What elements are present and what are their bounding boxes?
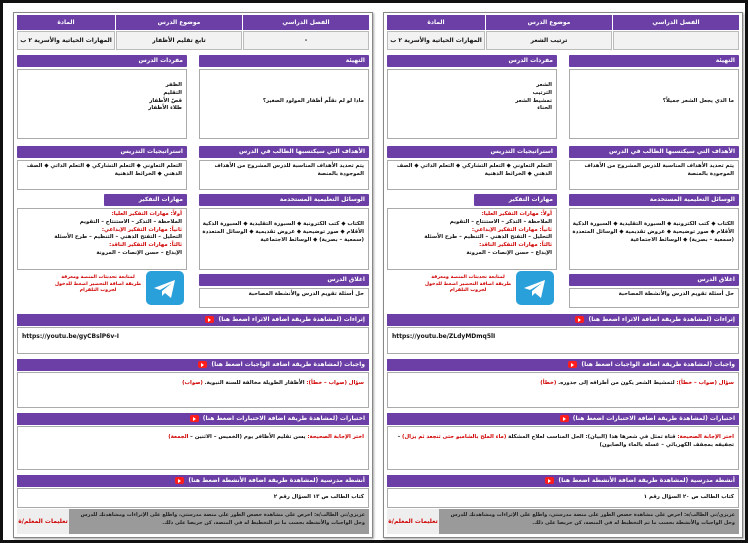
enrich-link[interactable]: https://youtu.be/gyCBslP6v-I bbox=[22, 333, 119, 340]
youtube-icon[interactable] bbox=[568, 361, 577, 368]
thinking-value: الملاحظة – التذكر – الاستنتاج – التقويم bbox=[449, 218, 552, 225]
thinking-title: ثانياً: مهارات التفكير الإبداعي: bbox=[471, 226, 552, 233]
subject-value: المهارات الحياتية والأسرية ٢ ب bbox=[17, 31, 115, 50]
teacher-notes-text: عزيزي/تي الطالب/ة: احرص على مشاهدة حصص الطور على منصة مدرستي، واطلع على الإثراءات ومشاهدتك للدرس وحل الواجبات والأنشطة بحسب ما تم التخطيط له في المنصة، كن حريصا على ذلك. bbox=[69, 509, 369, 534]
enrich-link[interactable]: https://youtu.be/ZLdyMDmq5lI bbox=[392, 333, 496, 340]
thinking-title: ثالثاً: مهارات التفكير الناقد: bbox=[479, 242, 552, 249]
thinking-title: أولاً: مهارات التفكير العليا: bbox=[481, 211, 552, 217]
youtube-icon[interactable] bbox=[575, 316, 584, 323]
homework-answer: (خطأ) bbox=[540, 380, 557, 386]
thinking-box bbox=[17, 208, 187, 270]
topic-value: ترتيب الشعر bbox=[486, 31, 612, 50]
platform-note[interactable]: لمتابعة تحديثات المنصة ومعرفة طريقة اضافة التحضير اضغط للدخول لجروب التلقرام bbox=[424, 275, 512, 294]
thinking-box bbox=[387, 208, 557, 270]
strategies-box bbox=[387, 160, 557, 190]
youtube-icon[interactable] bbox=[198, 361, 207, 368]
aids-line: الكتاب ◆ كتب الكترونية ◆ السبورة التقليدية ◆ السبورة الذكية bbox=[202, 221, 364, 227]
aids-line: (سمعية – بصرية) ◆ الوسائط الاجتماعية bbox=[260, 236, 364, 243]
tests-rest: – تجفيفه بمجفف الكهربائي – غسله بالماء والصابون) bbox=[397, 434, 734, 449]
teacher-notes-text: عزيزي/تي الطالب/ة: احرص على مشاهدة حصص الطور على منصة مدرستي، واطلع على الإثراءات ومشاهدتك للدرس وحل الواجبات والأنشطة بحسب ما تم التخطيط له في المنصة، كن حريصا على ذلك. bbox=[439, 509, 739, 534]
aids-heading: الوسائل التعليمية المستخدمة bbox=[569, 194, 739, 206]
activities-text: كتاب الطالب ص ١٣ السؤال رقم ٢ bbox=[273, 494, 364, 500]
tests-hint[interactable]: (لمشاهدة طريقة اضافة الاختبارات اضغط هنا) bbox=[202, 415, 338, 422]
enrich-box bbox=[17, 327, 369, 354]
vocab-item: تمشيط الشعر bbox=[515, 97, 552, 104]
objectives-text: يتم تحديد الأهداف المناسبة للدرس المشروح من الأهداف الموجودة بالمنصة bbox=[584, 163, 734, 177]
intro-text: ماذا لو لم نقلّم أظفار المولود الصغير؟ bbox=[262, 98, 364, 104]
activities-strip[interactable] bbox=[387, 475, 739, 487]
term-value: - bbox=[243, 31, 369, 50]
thinking-title: أولاً: مهارات التفكير العليا: bbox=[111, 211, 182, 217]
vocab-item: الشعر bbox=[536, 82, 552, 88]
closing-heading: اغلاق الدرس bbox=[199, 274, 369, 286]
term-label: الفصل الدراسي bbox=[613, 15, 739, 30]
strategies-heading: استراتيجيات التدريس bbox=[387, 146, 557, 158]
objectives-heading: الأهداف التي سيكتسبها الطالب في الدرس bbox=[569, 146, 739, 158]
activities-hint[interactable]: (لمشاهدة طريقة اضافة الأنشطة اضغط هنا) bbox=[188, 477, 319, 484]
aids-box bbox=[199, 208, 369, 270]
intro-box bbox=[199, 69, 369, 139]
activities-label: أنشطة مدرسية bbox=[690, 477, 735, 484]
closing-box bbox=[569, 288, 739, 308]
tests-label: اختبارات bbox=[709, 415, 735, 422]
vocab-heading: مفردات الدرس bbox=[17, 55, 187, 67]
enrich-strip[interactable] bbox=[17, 314, 369, 326]
activities-box bbox=[387, 488, 739, 508]
subject-value: المهارات الحياتية والأسرية ٢ ب bbox=[387, 31, 485, 50]
youtube-icon[interactable] bbox=[545, 477, 554, 484]
enrich-label: إثراءات bbox=[713, 316, 735, 323]
thinking-value: الإبداع – حسن الإنصات – المرونة bbox=[466, 250, 552, 257]
youtube-icon[interactable] bbox=[560, 415, 569, 422]
homework-question: الأظفار الطويلة مخالفة للسنة النبوية. bbox=[204, 380, 305, 386]
activities-box bbox=[17, 488, 369, 508]
tests-strip[interactable] bbox=[17, 413, 369, 425]
subject-label: المادة bbox=[17, 15, 115, 30]
subject-label: المادة bbox=[387, 15, 485, 30]
vocab-heading: مفردات الدرس bbox=[387, 55, 557, 67]
enrich-box bbox=[387, 327, 739, 354]
activities-strip[interactable] bbox=[17, 475, 369, 487]
intro-heading: التهيئة bbox=[199, 55, 369, 67]
thinking-title: ثانياً: مهارات التفكير الإبداعي: bbox=[101, 226, 182, 233]
homework-box bbox=[387, 372, 739, 408]
vocab-item: الظفر bbox=[165, 82, 182, 88]
enrich-hint[interactable]: (لمشاهدة طريقة اضافة الاثراء اضغط هنا) bbox=[218, 316, 342, 323]
topic-label: موضوع الدرس bbox=[486, 15, 612, 30]
platform-note[interactable]: لمتابعة تحديثات المنصة ومعرفة طريقة اضافة التحضير اضغط للدخول لجروب التلقرام bbox=[54, 275, 142, 294]
vocab-box bbox=[17, 69, 187, 139]
homework-hint[interactable]: (لمشاهدة طريقة اضافة الواجبات اضغط هنا) bbox=[211, 361, 343, 368]
header-table bbox=[387, 15, 739, 51]
vocab-item: الحناء bbox=[537, 105, 552, 112]
tests-hint[interactable]: (لمشاهدة طريقة اضافة الاختبارات اضغط هنا) bbox=[572, 415, 708, 422]
tests-answer: (ماء الملح بالشامبو حتى تنجعد ثم يزال) bbox=[402, 434, 507, 440]
lesson-plan-page-right bbox=[383, 12, 743, 538]
term-label: الفصل الدراسي bbox=[243, 15, 369, 30]
teacher-notes bbox=[387, 509, 739, 534]
tests-box bbox=[387, 426, 739, 470]
homework-question: لتمشيط الشعر يكون من أطرافه إلى جذوره. bbox=[558, 380, 675, 386]
vocab-item: طلاء الأظفار bbox=[148, 105, 182, 112]
intro-text: ما الذي يجعل الشعر جميلاً؟ bbox=[662, 98, 734, 104]
tests-type: اختر الإجابة الصحيحة: bbox=[677, 434, 734, 440]
tests-box bbox=[17, 426, 369, 470]
closing-box bbox=[199, 288, 369, 308]
topic-value: تابع تقليم الأظفار bbox=[116, 31, 242, 50]
telegram-icon[interactable] bbox=[516, 271, 554, 305]
thinking-heading: مهارات التفكير bbox=[104, 194, 187, 206]
teacher-notes-title: تعليمات المعلم/ة bbox=[17, 509, 69, 534]
telegram-icon[interactable] bbox=[146, 271, 184, 305]
objectives-box bbox=[569, 160, 739, 190]
topic-label: موضوع الدرس bbox=[116, 15, 242, 30]
strategies-heading: استراتيجيات التدريس bbox=[17, 146, 187, 158]
strategies-text: التعلم التعاوني ◆ التعلم التشاركي ◆ التعلم الذاتي ◆ الصف الذهني ◆ الخرائط الذهنية bbox=[396, 163, 552, 177]
youtube-icon[interactable] bbox=[205, 316, 214, 323]
thinking-heading: مهارات التفكير bbox=[474, 194, 557, 206]
lesson-plan-page-left bbox=[13, 12, 373, 538]
vocab-item: قصّ الأظفار bbox=[149, 97, 182, 104]
homework-strip[interactable] bbox=[387, 359, 739, 371]
activities-text: كتاب الطالب ص ٢٠ السؤال رقم ١ bbox=[643, 494, 734, 500]
closing-text: حل أسئلة تقويم الدرس والأنشطة المصاحبة bbox=[618, 291, 734, 297]
youtube-icon[interactable] bbox=[190, 415, 199, 422]
objectives-box bbox=[199, 160, 369, 190]
enrich-label: إثراءات bbox=[343, 316, 365, 323]
intro-heading: التهيئة bbox=[569, 55, 739, 67]
vocab-item: التقليم bbox=[163, 89, 182, 96]
tests-question: قناة تمثل في شعرها هذا (البيان): الحل المناسب لعلاج المشكلة bbox=[508, 434, 676, 440]
homework-label: واجبات bbox=[714, 361, 735, 368]
homework-answer: (صواب) bbox=[182, 380, 203, 386]
tests-question: يسن تقليم الأظافر يوم (الخميس – الاثنين – bbox=[190, 434, 306, 440]
thinking-value: الإبداع – حسن الإنصات – المرونة bbox=[96, 250, 182, 257]
thinking-value: التحليل – التفتح الذهني – التنظيم – طرح الأسئلة bbox=[54, 234, 182, 241]
homework-box bbox=[17, 372, 369, 408]
tests-label: اختبارات bbox=[339, 415, 365, 422]
vocab-box bbox=[387, 69, 557, 139]
header-table bbox=[17, 15, 369, 51]
enrich-strip[interactable] bbox=[387, 314, 739, 326]
objectives-text: يتم تحديد الأهداف المناسبة للدرس المشروح من الأهداف الموجودة بالمنصة bbox=[214, 163, 364, 177]
teacher-notes-title: تعليمات المعلم/ة bbox=[387, 509, 439, 534]
aids-line: (سمعية – بصرية) ◆ الوسائط الاجتماعية bbox=[630, 236, 734, 243]
youtube-icon[interactable] bbox=[175, 477, 184, 484]
aids-line: الأقلام ◆ صور توضيحية ◆ عروض تقديمية ◆ الوسائل المتعددة bbox=[572, 228, 734, 235]
activities-label: أنشطة مدرسية bbox=[320, 477, 365, 484]
thinking-value: الملاحظة – التذكر – الاستنتاج – التقويم bbox=[79, 218, 182, 225]
homework-label: واجبات bbox=[344, 361, 365, 368]
strategies-text: التعلم التعاوني ◆ التعلم التشاركي ◆ التعلم الذاتي ◆ الصف الذهني ◆ الخرائط الذهنية bbox=[26, 163, 182, 177]
closing-text: حل أسئلة تقويم الدرس والأنشطة المصاحبة bbox=[248, 291, 364, 297]
term-value bbox=[613, 31, 739, 50]
homework-hint[interactable]: (لمشاهدة طريقة اضافة الواجبات اضغط هنا) bbox=[581, 361, 713, 368]
objectives-heading: الأهداف التي سيكتسبها الطالب في الدرس bbox=[199, 146, 369, 158]
thinking-title: ثالثاً: مهارات التفكير الناقد: bbox=[109, 242, 182, 249]
aids-line: الكتاب ◆ كتب الكترونية ◆ السبورة التقليدية ◆ السبورة الذكية bbox=[572, 221, 734, 227]
homework-strip[interactable] bbox=[17, 359, 369, 371]
aids-heading: الوسائل التعليمية المستخدمة bbox=[199, 194, 369, 206]
homework-type: سؤال (صواب – خطأ): bbox=[306, 380, 364, 386]
vocab-item: الترتيب bbox=[532, 89, 552, 96]
activities-hint[interactable]: (لمشاهدة طريقة اضافة الأنشطة اضغط هنا) bbox=[558, 477, 689, 484]
tests-type: اختر الإجابة الصحيحة: bbox=[307, 434, 364, 440]
aids-line: الأقلام ◆ صور توضيحية ◆ عروض تقديمية ◆ الوسائل المتعددة bbox=[202, 228, 364, 235]
homework-type: سؤال (صواب – خطأ): bbox=[676, 380, 734, 386]
tests-strip[interactable] bbox=[387, 413, 739, 425]
intro-box bbox=[569, 69, 739, 139]
closing-heading: اغلاق الدرس bbox=[569, 274, 739, 286]
tests-answer: الجمعة) bbox=[168, 434, 189, 440]
aids-box bbox=[569, 208, 739, 270]
enrich-hint[interactable]: (لمشاهدة طريقة اضافة الاثراء اضغط هنا) bbox=[588, 316, 712, 323]
strategies-box bbox=[17, 160, 187, 190]
teacher-notes bbox=[17, 509, 369, 534]
thinking-value: التحليل – التفتح الذهني – التنظيم – طرح الأسئلة bbox=[424, 234, 552, 241]
